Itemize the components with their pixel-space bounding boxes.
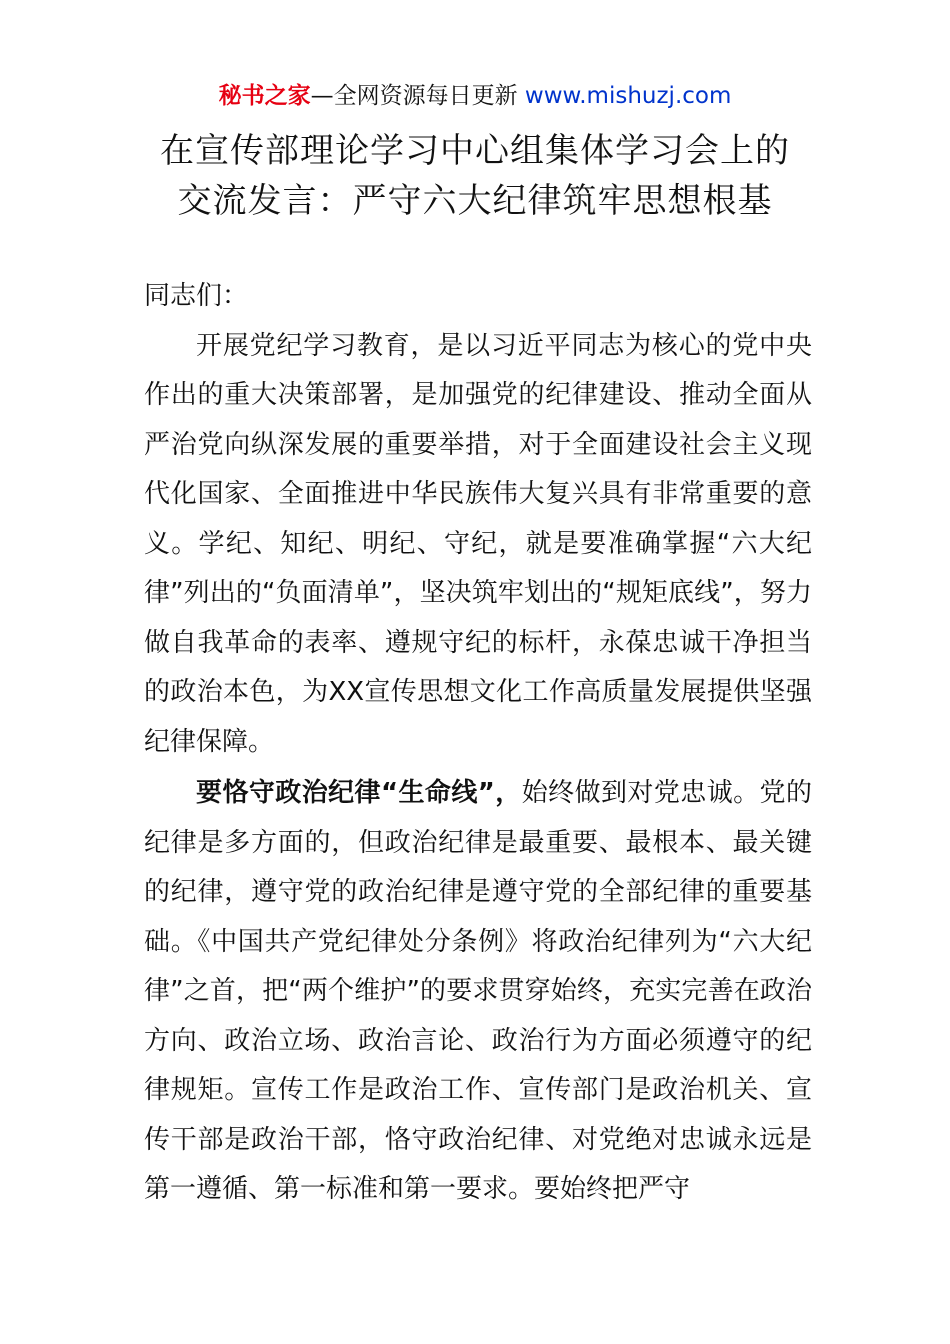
title-line-1: 在宣传部理论学习中心组集体学习会上的: [160, 131, 790, 171]
site-url-link[interactable]: www.mishuzj.com: [524, 83, 732, 109]
paragraph-2-lead: 要恪守政治纪律“生命线”，: [196, 778, 522, 808]
document-body: [144, 272, 812, 1217]
title-line-2: 交流发言：严守六大纪律筑牢思想根基: [177, 181, 773, 221]
site-header: [0, 80, 950, 112]
paragraph-2-text: 始终做到对党忠诚。党的纪律是多方面的，但政治纪律是最重要、最根本、最关键的纪律，遵守党的政治纪律是遵守党的全部纪律的重要基础。《中国共产党纪律处分条例》将政治纪律列为“六大纪律”之首，把“两个维护”的要求贯穿始终，充实完善在政治方向、政治立场、政治言论、政治行为方面必须遵守的纪律规矩。宣传工作是政治工作、宣传部门是政治机关、宣传干部是政治干部，恪守政治纪律、对党绝对忠诚永远是第一遵循、第一标准和第一要求。要始终把严守: [144, 778, 812, 1204]
brand-name: 秘书之家: [218, 83, 311, 109]
paragraph-2: [144, 769, 812, 1215]
paragraph-1: 开展党纪学习教育，是以习近平同志为核心的党中央作出的重大决策部署，是加强党的纪律建设、推动全面从严治党向纵深发展的重要举措，对于全面建设社会主义现代化国家、全面推进中华民族伟大复兴具有非常重要的意义。学纪、知纪、明纪、守纪，就是要准确掌握“六大纪律”列出的“负面清单”，坚决筑牢划出的“规矩底线”，努力做自我革命的表率、遵规守纪的标杆，永葆忠诚干净担当的政治本色，为XX宣传思想文化工作高质量发展提供坚强纪律保障。: [144, 330, 812, 757]
header-slogan: —全网资源每日更新: [310, 83, 525, 109]
salutation: 同志们：: [144, 281, 249, 311]
document-title: [0, 126, 950, 226]
